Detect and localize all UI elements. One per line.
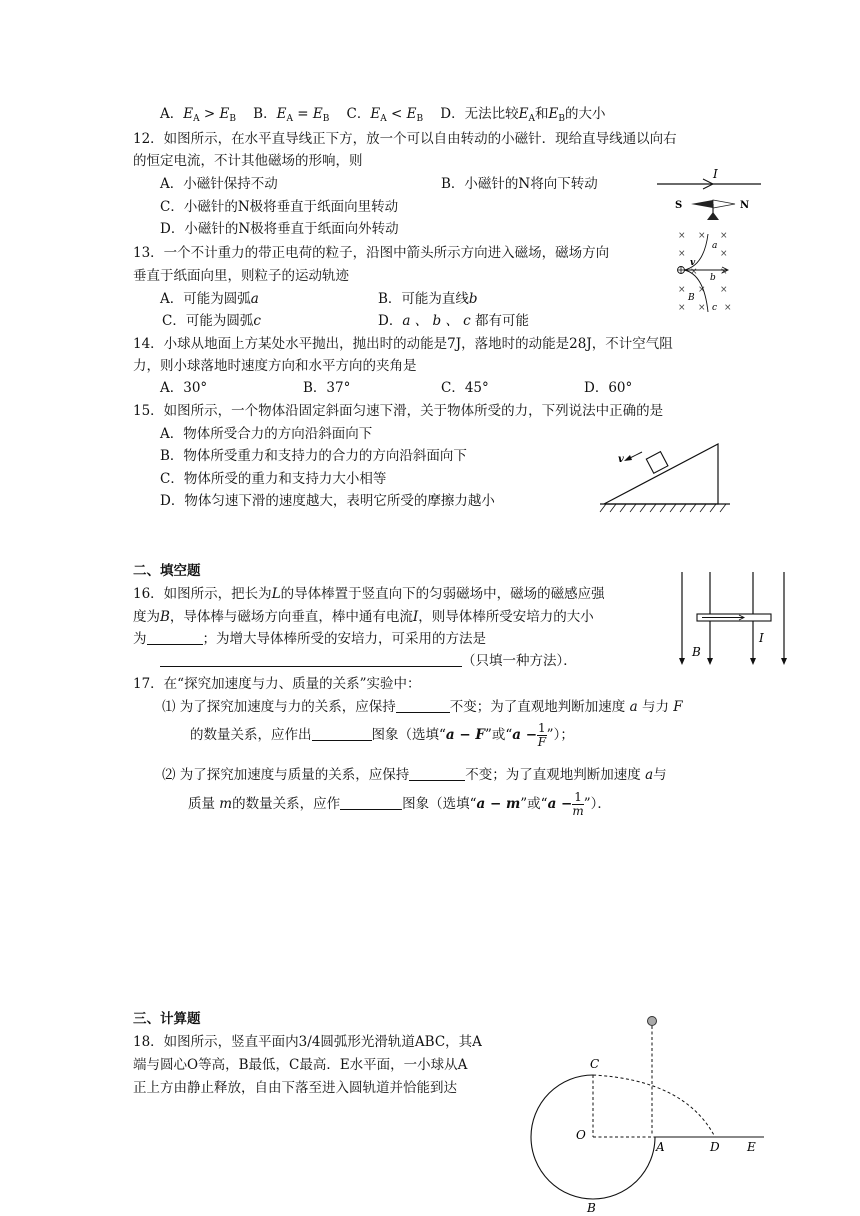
q12-option-c: C．小磁针的N极将垂直于纸面向里转动: [160, 199, 399, 215]
q12-option-a: A．小磁针保持不动: [160, 176, 278, 192]
q18-C-label: C: [590, 1057, 600, 1071]
q18-O-label: O: [576, 1128, 586, 1142]
q13-option-a: A．可能为圆弧a: [160, 291, 259, 307]
q13-b-label: b: [710, 273, 716, 283]
q12-south-label: S: [675, 200, 683, 211]
q18-line2: 端与圆心O等高，B最低，C最高．E水平面，一小球从A: [133, 1057, 468, 1073]
svg-text:×: ×: [720, 231, 728, 241]
svg-text:×: ×: [690, 267, 698, 277]
q12-option-d: D．小磁针的N极将垂直于纸面向外转动: [160, 221, 399, 237]
q16-field-figure: [672, 570, 796, 670]
q14-option-c: C．45°: [441, 380, 489, 396]
q13-stem-line1: 13．一个不计重力的带正电荷的粒子，沿图中箭头所示方向进入磁场，磁场方向: [133, 245, 610, 261]
q14-option-d: D．60°: [584, 380, 633, 396]
compass-needle-icon: [691, 200, 735, 220]
q17-p1-answer-blank-2[interactable]: [312, 726, 372, 741]
q13-c-label: c: [712, 303, 718, 313]
svg-text:×: ×: [678, 285, 686, 295]
svg-text:×: ×: [678, 231, 686, 241]
svg-text:×: ×: [698, 303, 706, 313]
q17-p1-answer-blank-1[interactable]: [396, 698, 450, 713]
svg-text:×: ×: [698, 231, 706, 241]
section-3-heading: 三、计算题: [133, 1011, 201, 1027]
q14-stem-line1: 14．小球从地面上方某处水平抛出，抛出时的动能是7J，落地时的动能是28J，不计空气阻: [133, 336, 673, 352]
q16-answer-blank-1[interactable]: [147, 630, 203, 645]
q18-D-label: D: [710, 1140, 720, 1154]
q16-I-label: I: [759, 631, 764, 645]
q15-v-label: v: [618, 454, 624, 465]
q18-A-label: A: [656, 1140, 665, 1154]
q15-option-b: B．物体所受重力和支持力的合力的方向沿斜面向下: [160, 448, 467, 464]
svg-text:×: ×: [678, 249, 686, 259]
q13-v-label: v: [690, 258, 696, 268]
q15-option-c: C．物体所受的重力和支持力大小相等: [160, 471, 387, 487]
q17-p2-answer-blank-2[interactable]: [340, 795, 402, 810]
q16-line3: 为 ；为增大导体棒所受的安培力，可采用的方法是: [133, 631, 486, 647]
q15-option-d: D．物体匀速下滑的速度越大，表明它所受的摩擦力越小: [160, 493, 495, 509]
q13-option-c: C．可能为圆弧c: [162, 313, 261, 329]
q13-figure: [668, 228, 748, 316]
section-2-heading: 二、填空题: [133, 563, 201, 579]
q12-stem-line1: 12．如图所示，在水平直导线正下方，放一个可以自由转动的小磁针．现给直导线通以向右: [133, 131, 677, 147]
q14-option-a: A．30°: [160, 380, 208, 396]
q12-option-b: B．小磁针的N将向下转动: [441, 176, 598, 192]
q16-line4: （只填一种方法）．: [160, 650, 577, 672]
q12-current-label: I: [713, 167, 718, 181]
q16-answer-blank-2[interactable]: [160, 652, 462, 667]
q18-E-label: E: [747, 1140, 756, 1154]
q15-stem: 15．如图所示，一个物体沿固定斜面匀速下滑，关于物体所受的力，下列说法中正确的是: [133, 403, 664, 419]
q16-line1: 16．如图所示，把长为L的导体棒置于竖直向下的匀弱磁场中，磁场的磁感应强: [133, 586, 605, 602]
q13-stem-line2: 垂直于纸面向里，则粒子的运动轨迹: [133, 268, 349, 284]
q16-line2: 度为B，导体棒与磁场方向垂直，棒中通有电流I，则导体棒所受安培力的大小: [133, 609, 594, 625]
sliding-block: [646, 452, 668, 474]
q15-incline-figure: [598, 440, 734, 520]
q12-north-label: N: [740, 200, 750, 211]
q13-option-b: B．可能为直线b: [378, 291, 478, 307]
q17-part1-line1: ⑴ 为了探究加速度与力的关系，应保持 不变；为了直观地判断加速度 a 与力 F: [162, 699, 683, 715]
q18-line1: 18．如图所示，竖直平面内3/4圆弧形光滑轨道ABC，其A: [133, 1034, 482, 1050]
ground-hatching: [600, 504, 726, 512]
q14-option-b: B．37°: [303, 380, 351, 396]
q17-p2-answer-blank-1[interactable]: [409, 766, 465, 781]
q13-a-label: a: [712, 241, 718, 251]
svg-text:×: ×: [720, 267, 728, 277]
q17-part2-line1: ⑵ 为了探究加速度与质量的关系，应保持 不变；为了直观地判断加速度 a与: [162, 767, 667, 783]
q12-figure: [655, 168, 765, 228]
q15-option-a: A．物体所受合力的方向沿斜面向下: [160, 426, 373, 442]
q14-stem-line2: 力，则小球落地时速度方向和水平方向的夹角是: [133, 358, 417, 374]
q13-option-d: D．a 、 b 、 c 都有可能: [378, 313, 530, 329]
q16-B-label: B: [692, 645, 701, 659]
q18-track-figure: [490, 1010, 770, 1216]
svg-text:×: ×: [724, 303, 732, 313]
ball-icon: [648, 1017, 657, 1026]
q17-fraction-1-over-F: $\frac{1}{F}$: [537, 721, 547, 749]
svg-text:×: ×: [698, 285, 706, 295]
svg-text:×: ×: [678, 303, 686, 313]
q13-B-label: B: [688, 293, 695, 303]
q18-line3: 正上方由静止释放，自由下落至进入圆轨道并恰能到达: [133, 1080, 457, 1096]
q17-fraction-1-over-m: $\frac{1}{m}$: [572, 790, 584, 818]
svg-text:×: ×: [720, 249, 728, 259]
q12-stem-line2: 的恒定电流，不计其他磁场的形响，则: [133, 153, 363, 169]
q17-stem: 17．在“探究加速度与力、质量的关系”实验中：: [133, 676, 421, 692]
svg-text:×: ×: [720, 285, 728, 295]
q18-B-label: B: [587, 1201, 596, 1215]
q11-options: A．$E_A > E_B$ B．$E_A = E_B$ C．$E_A < E_B$ D．无法比较$E_A$和$E_B$的大小: [160, 106, 606, 124]
q17-part1-line2: 的数量关系，应作出 图象（选填“a − F”或“a − $\frac{1}{F}$ ”）；: [190, 721, 574, 749]
q17-part2-line2: 质量 m的数量关系，应作 图象（选填“a − m”或“a − $\frac{1}{m}$ ”）．: [188, 790, 611, 818]
